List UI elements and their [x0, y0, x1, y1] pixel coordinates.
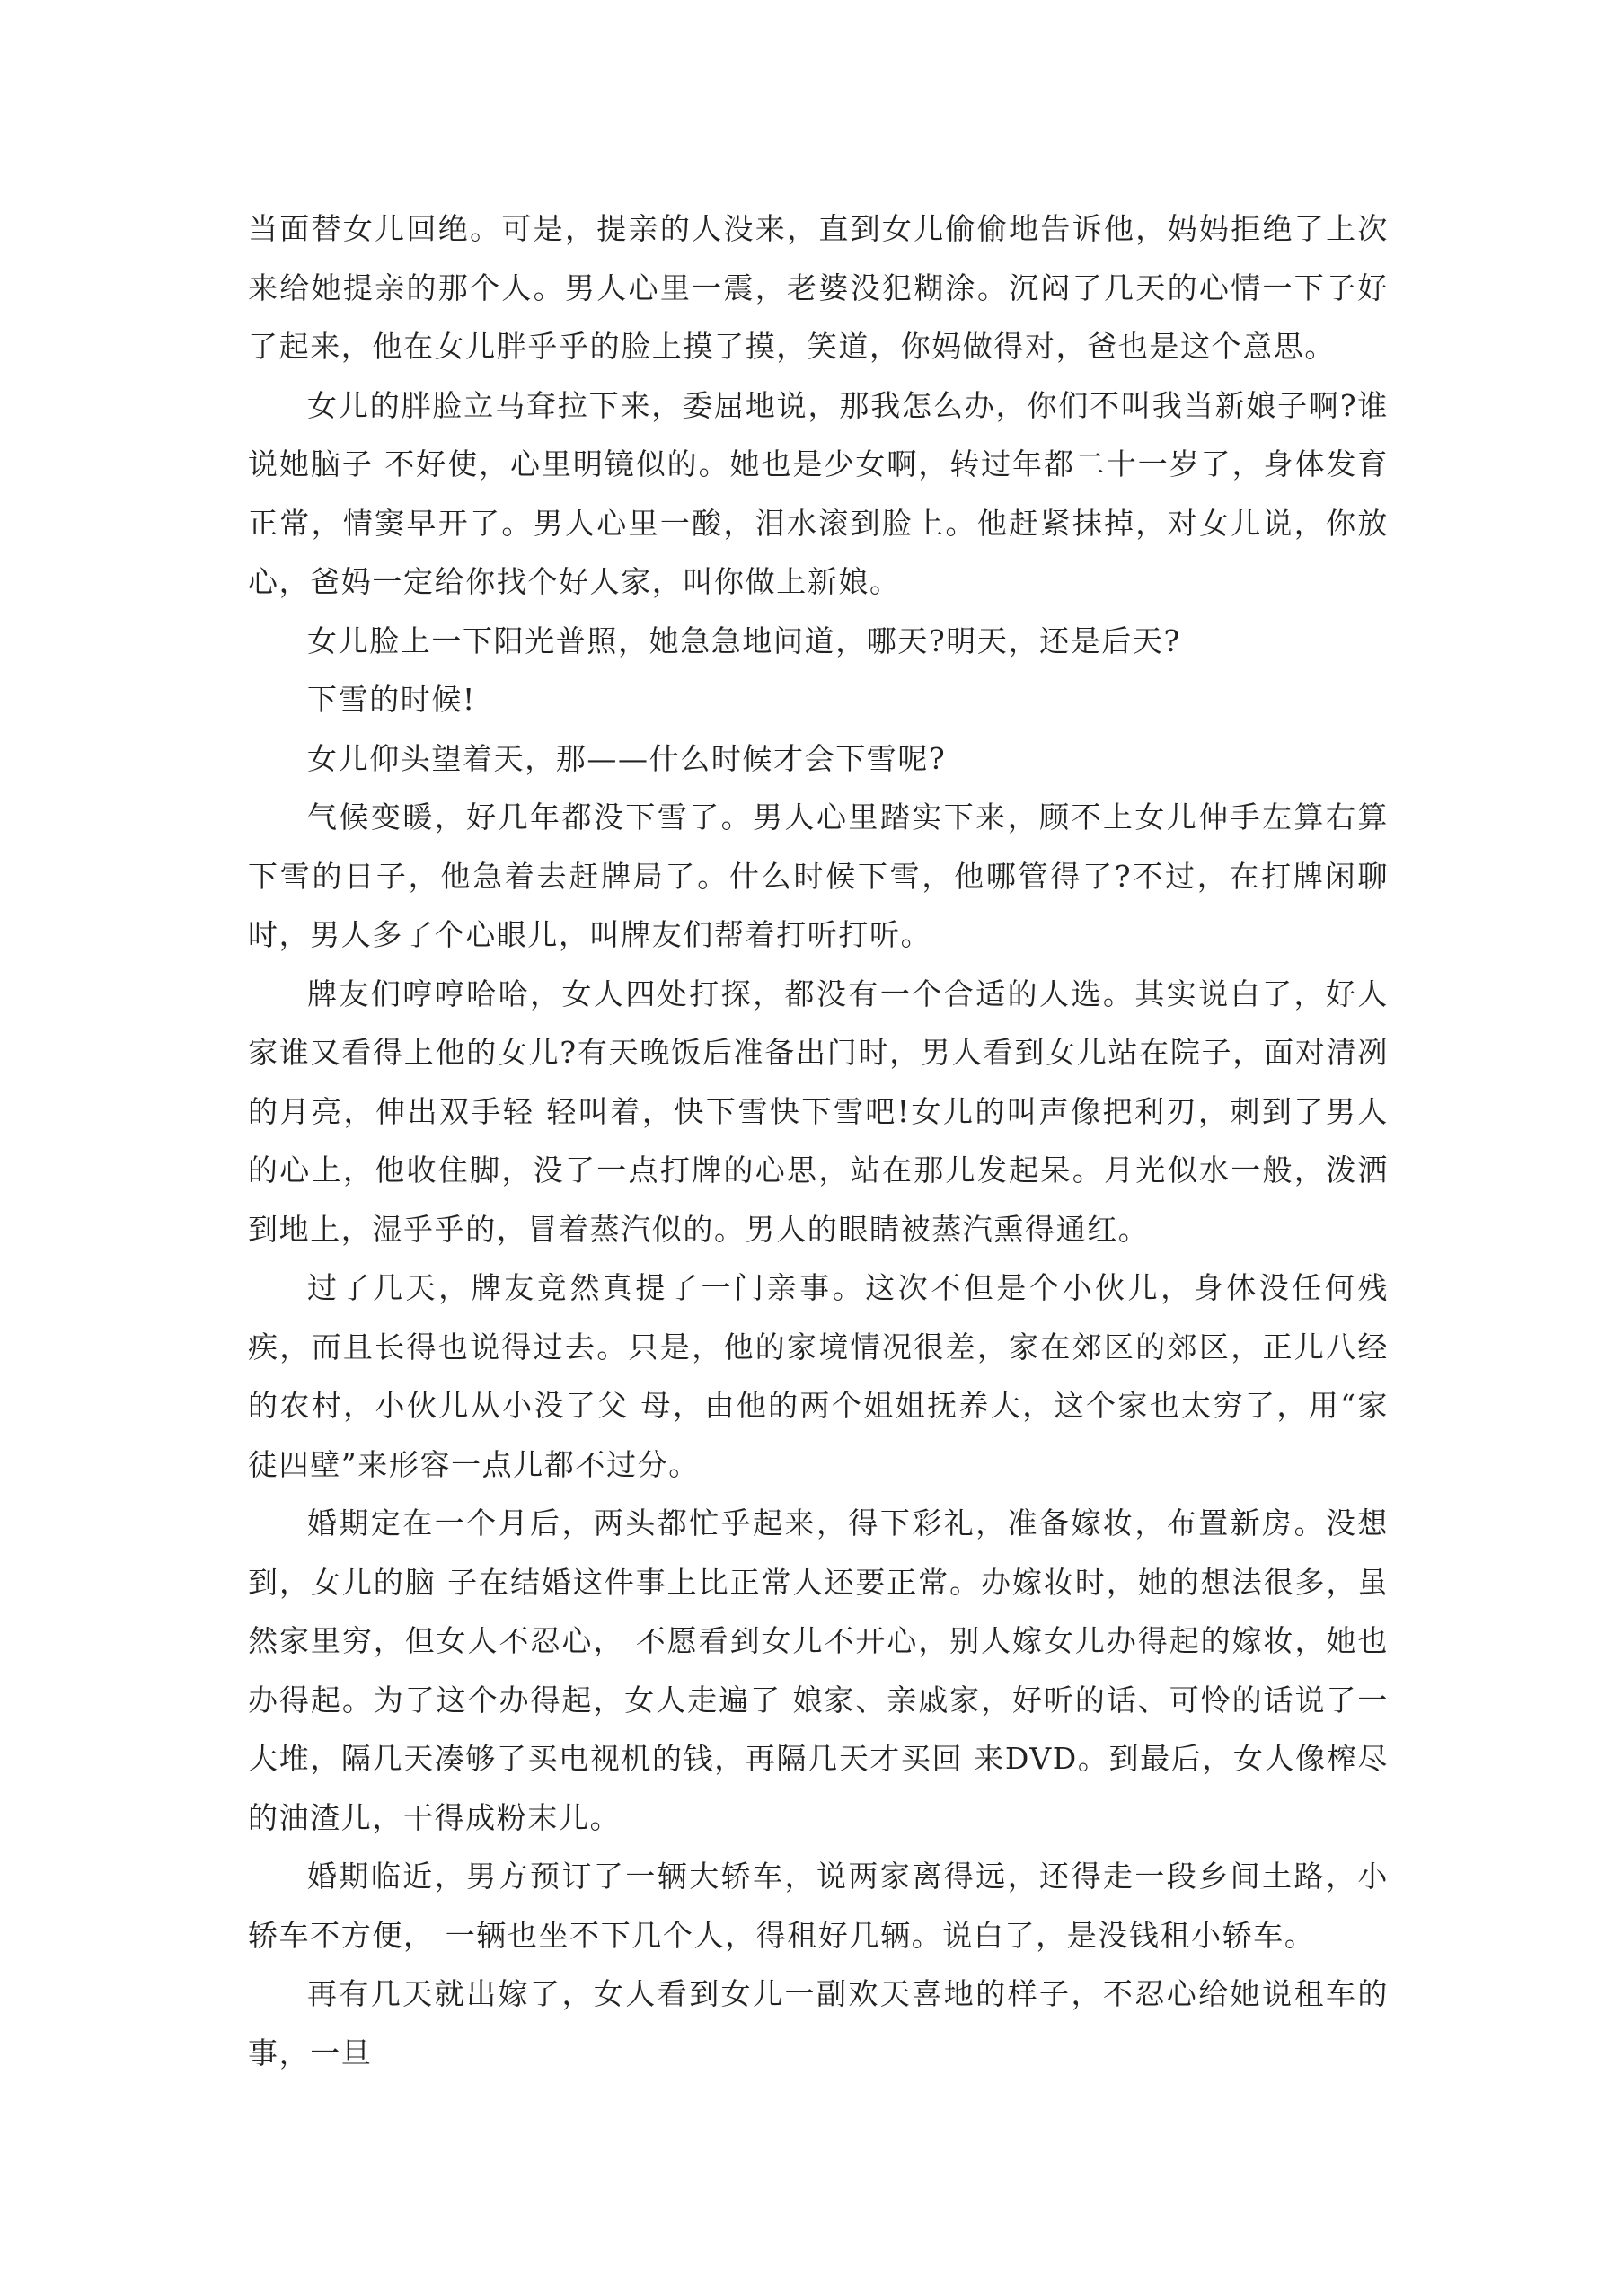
paragraph: 女儿的胖脸立马耷拉下来，委屈地说，那我怎么办，你们不叫我当新娘子啊?谁说她脑子 不好使，心里明镜似的。她也是少女啊，转过年都二十一岁了，身体发育正常，情窦早开了。男人心里一酸，泪水滚到脸上。他赶紧抹掉，对女儿说，你放心，爸妈一定给你找个好人家，叫你做上新娘。	[248, 387, 1389, 599]
paragraph: 当面替女儿回绝。可是，提亲的人没来，直到女儿偷偷地告诉他，妈妈拒绝了上次来给她提亲的那个人。男人心里一震，老婆没犯糊涂。沉闷了几天的心情一下子好了起来，他在女儿胖乎乎的脸上摸了摸，笑道，你妈做得对，爸也是这个意思。	[248, 211, 1389, 364]
paragraph: 再有几天就出嫁了，女人看到女儿一副欢天喜地的样子，不忍心给她说租车的事，一旦	[248, 1976, 1389, 2071]
article-body	[248, 199, 1389, 2082]
paragraph: 过了几天，牌友竟然真提了一门亲事。这次不但是个小伙儿，身体没任何残疾，而且长得也说得过去。只是，他的家境情况很差，家在郊区的郊区，正儿八经的农村，小伙儿从小没了父 母，由他的两个姐姐抚养大，这个家也太穷了，用“家徒四壁”来形容一点儿都不过分。	[248, 1270, 1389, 1482]
paragraph: 女儿脸上一下阳光普照，她急急地问道，哪天?明天，还是后天?	[307, 623, 1181, 658]
paragraph: 气候变暖，好几年都没下雪了。男人心里踏实下来，顾不上女儿伸手左算右算下雪的日子，他急着去赶牌局了。什么时候下雪，他哪管得了?不过，在打牌闲聊时，男人多了个心眼儿，叫牌友们帮着打听打听。	[248, 799, 1389, 952]
paragraph: 下雪的时候!	[307, 682, 476, 717]
paragraph: 牌友们哼哼哈哈，女人四处打探，都没有一个合适的人选。其实说白了，好人家谁又看得上他的女儿?有天晚饭后准备出门时，男人看到女儿站在院子，面对清冽的月亮，伸出双手轻 轻叫着，快下雪快下雪吧!女儿的叫声像把利刃，刺到了男人的心上，他收住脚，没了一点打牌的心思，站在那儿发起呆。月光似水一般，泼洒到地上，湿乎乎的，冒着蒸汽似的。男人的眼睛被蒸汽熏得通红。	[248, 976, 1389, 1247]
paragraph: 女儿仰头望着天，那——什么时候才会下雪呢?	[307, 740, 947, 776]
paragraph: 婚期临近，男方预订了一辆大轿车，说两家离得远，还得走一段乡间土路，小轿车不方便， 一辆也坐不下几个人，得租好几辆。说白了，是没钱租小轿车。	[248, 1859, 1389, 1953]
paragraph: 婚期定在一个月后，两头都忙乎起来，得下彩礼，准备嫁妆，布置新房。没想到，女儿的脑 子在结婚这件事上比正常人还要正常。办嫁妆时，她的想法很多，虽然家里穷，但女人不忍心， 不愿看到女儿不开心，别人嫁女儿办得起的嫁妆，她也办得起。为了这个办得起，女人走遍了 娘家、亲戚家，好听的话、可怜的话说了一大堆，隔几天凑够了买电视机的钱，再隔几天才买回 来DVD。到最后，女人像榨尽的油渣儿，干得成粉末儿。	[248, 1506, 1389, 1835]
